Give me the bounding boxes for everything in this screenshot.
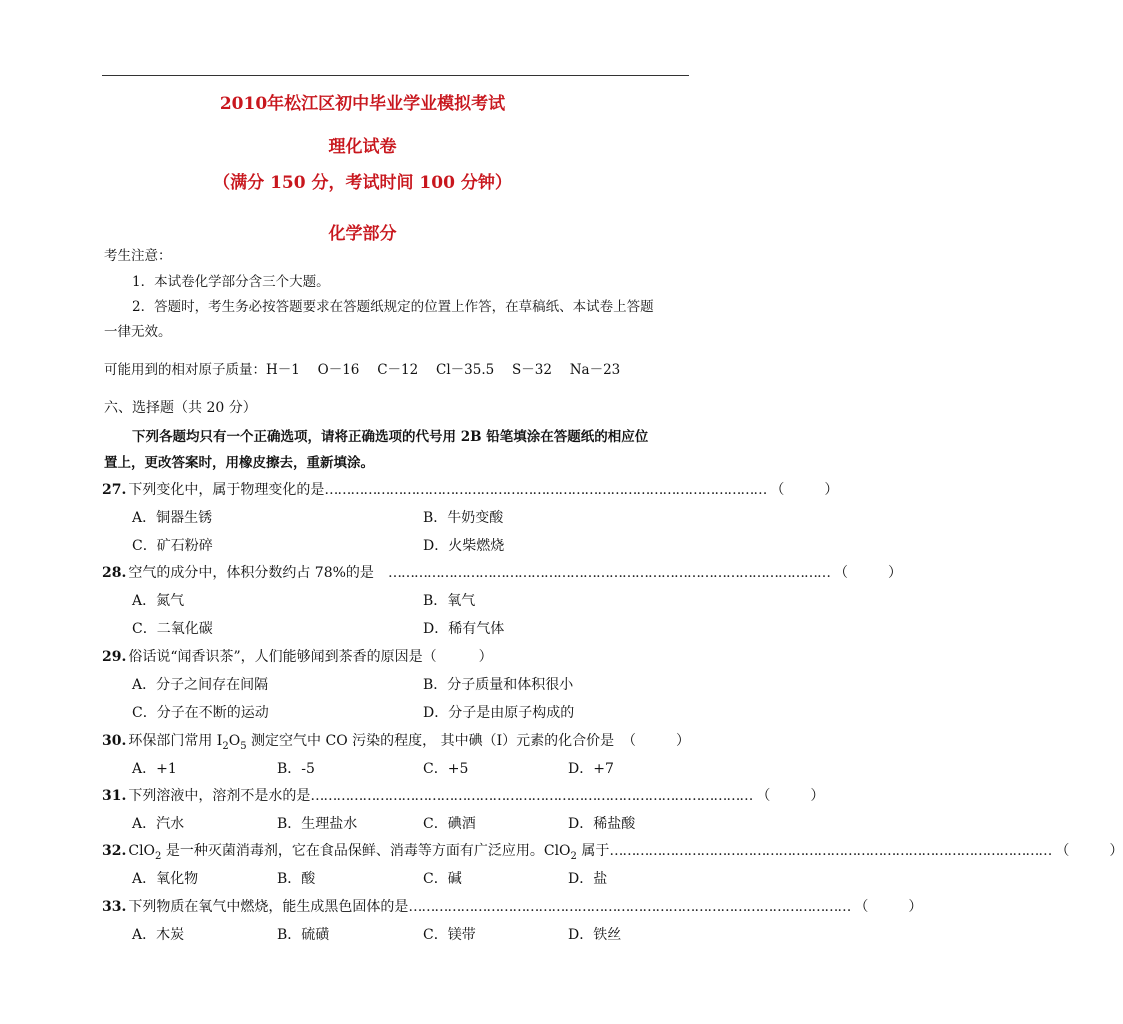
atomic-masses: 可能用到的相对原子质量：H－1 O－16 C－12 Cl－35.5 S－32 Na－23 [104,362,621,378]
option-d: D．火柴燃烧 [423,538,505,554]
option-a: A．铜器生锈 [132,510,213,526]
question-number: 32. [102,843,127,859]
question-27 [102,479,839,501]
exam-title: 2010年松江区初中毕业学业模拟考试 [219,94,506,114]
option-a: A．氧化物 [132,871,199,887]
question-number: 27. [102,482,127,498]
option-d: D．稀有气体 [423,621,505,637]
question-text: 下列物质在氧气中燃烧，能生成黑色固体的是 [128,899,409,915]
question-28 [102,562,902,584]
option-b: B．硫磺 [277,927,330,943]
dot-leader: ………………………………………………………………………………………… [609,843,1052,859]
option-a: A．木炭 [132,927,185,943]
answer-paren-open: （ [622,733,636,749]
dot-leader: ………………………………………………………………………………………… [408,899,851,915]
exam-info: （满分 150 分，考试时间 100 分钟） [213,173,512,193]
exam-subtitle: 理化试卷 [328,137,397,157]
option-c: C．二氧化碳 [132,621,213,637]
option-b: B．生理盐水 [277,816,358,832]
option-c: C．+5 [423,761,469,777]
section-instruction: 下列各题均只有一个正确选项，请将正确选项的代号用 2B 铅笔填涂在答题纸的相应位 [132,429,649,445]
question-text: 环保部门常用 $I_2O_5$ 测定空气中 CO 污染的程度， 其中碘（I）元素的化合价是 [128,733,615,752]
option-c: C．碱 [423,871,462,887]
question-32 [102,840,1123,862]
option-d: D．稀盐酸 [568,816,636,832]
question-30 [102,730,690,752]
answer-paren-open: （ [1055,843,1070,859]
question-29 [102,646,690,668]
answer-paren-close: ） [676,733,690,749]
question-33 [102,896,923,918]
answer-paren-open: （ [756,788,771,804]
answer-paren-close: ） [887,565,902,581]
dot-leader: ………………………………………………………………………………………… [310,788,753,804]
answer-paren-open: （ [854,899,869,915]
question-text: 俗话说“闻香识茶”，人们能够闻到茶香的原因是（ ） [128,649,493,665]
notice-item-1: 1．本试卷化学部分含三个大题。 [132,274,330,290]
answer-paren-close: ） [908,899,923,915]
question-number: 30. [102,733,127,749]
option-a: A．+1 [132,761,177,777]
question-31 [102,785,825,807]
option-c: C．碘酒 [423,816,476,832]
notice-item-2-cont: 一律无效。 [104,324,172,340]
option-b: B．分子质量和体积很小 [423,677,574,693]
option-d: D．分子是由原子构成的 [423,705,575,721]
dot-leader: ………………………………………………………………………………………… [324,482,767,498]
question-number: 31. [102,788,127,804]
option-b: B．-5 [277,761,315,777]
option-b: B．牛奶变酸 [423,510,504,526]
answer-paren-open: （ [770,482,785,498]
option-a: A．分子之间存在间隔 [132,677,269,693]
notice-item-2: 2．答题时，考生务必按答题要求在答题纸规定的位置上作答，在草稿纸、本试卷上答题 [132,299,654,315]
option-a: A．氮气 [132,593,185,609]
question-number: 33. [102,899,127,915]
option-b: B．酸 [277,871,316,887]
question-text: 下列溶液中，溶剂不是水的是 [128,788,311,804]
dot-leader: ………………………………………………………………………………………… [387,565,830,581]
question-number: 29. [102,649,127,665]
option-d: D．盐 [568,871,608,887]
section-title: 六、选择题（共 20 分） [104,400,257,416]
notice-heading: 考生注意： [104,248,172,264]
part-title: 化学部分 [328,224,397,244]
option-d: D．铁丝 [568,927,622,943]
answer-paren-open: （ [833,565,848,581]
option-d: D．+7 [568,761,614,777]
question-text: ClO$_2$ 是一种灭菌消毒剂，它在食品保鲜、消毒等方面有广泛应用。ClO$_2$ 属于 [128,843,610,862]
answer-paren-close: ） [824,482,839,498]
question-text: 空气的成分中，体积分数约占 78%的是 [128,565,388,581]
option-c: C．镁带 [423,927,476,943]
answer-paren-close: ） [810,788,825,804]
option-b: B．氧气 [423,593,476,609]
option-a: A．汽水 [132,816,185,832]
option-c: C．分子在不断的运动 [132,705,269,721]
section-instruction-cont: 置上，更改答案时，用橡皮擦去，重新填涂。 [104,455,374,471]
answer-paren-close: ） [1109,843,1123,859]
option-c: C．矿石粉碎 [132,538,213,554]
question-text: 下列变化中，属于物理变化的是 [128,482,325,498]
question-number: 28. [102,565,127,581]
header-rule [102,75,689,76]
